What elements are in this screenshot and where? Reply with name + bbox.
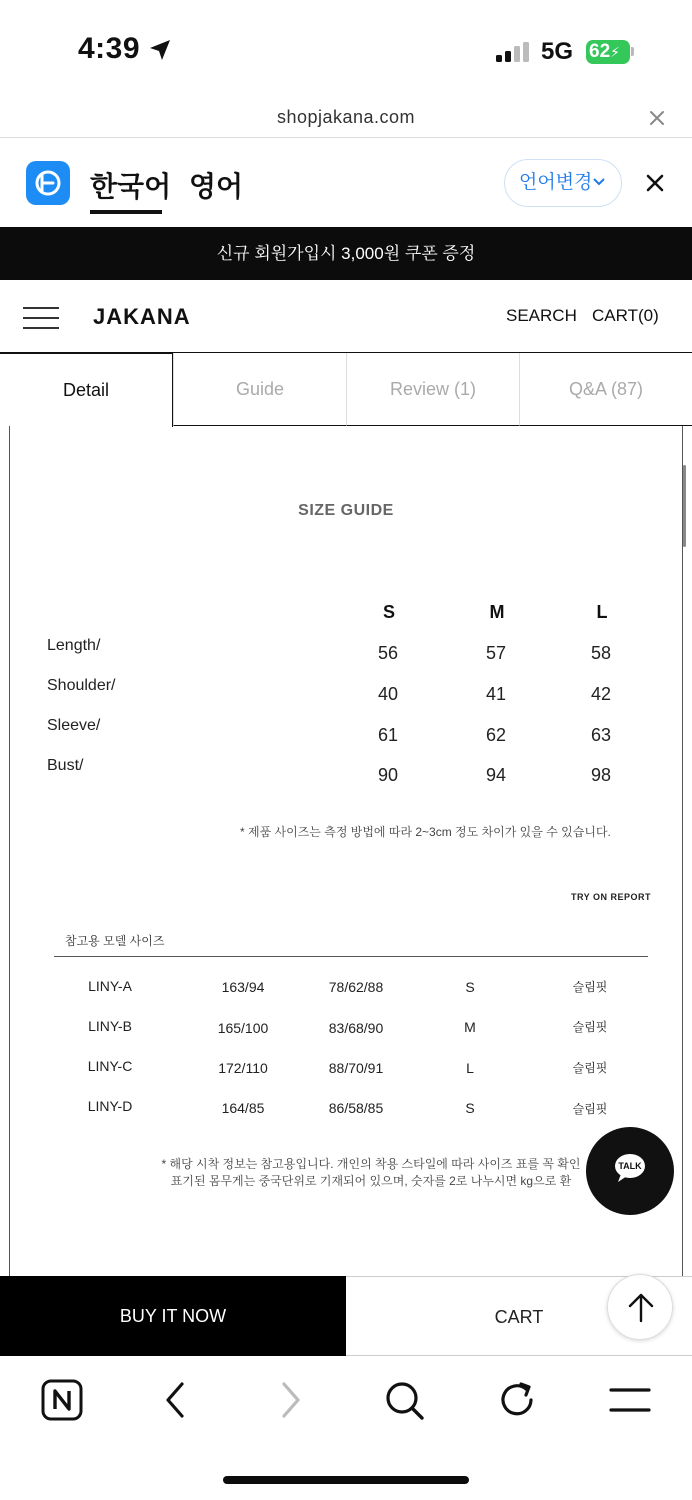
translator-logo-icon bbox=[26, 161, 70, 205]
model-height-weight: 163/94 bbox=[221, 979, 265, 995]
model-measurements: 88/70/91 bbox=[328, 1060, 384, 1076]
model-measurements: 78/62/88 bbox=[328, 979, 384, 995]
model-height-weight: 165/100 bbox=[217, 1020, 269, 1036]
search-icon[interactable] bbox=[382, 1378, 426, 1422]
browser-toolbar bbox=[0, 1356, 692, 1500]
size-value: 63 bbox=[590, 725, 612, 745]
model-measurements: 83/68/90 bbox=[328, 1020, 384, 1036]
model-name: LINY-D bbox=[87, 1098, 133, 1114]
status-bar bbox=[0, 0, 692, 100]
battery-icon: 62⚡ bbox=[586, 40, 630, 64]
model-size: L bbox=[466, 1060, 474, 1076]
size-value: 94 bbox=[485, 765, 507, 785]
size-value: 41 bbox=[485, 684, 507, 704]
size-value: 61 bbox=[377, 725, 399, 745]
close-translate-icon[interactable] bbox=[644, 172, 666, 194]
size-value: 90 bbox=[377, 765, 399, 785]
try-on-report-label: TRY ON REPORT bbox=[571, 892, 652, 902]
url-bar[interactable] bbox=[0, 100, 692, 138]
model-size-title: 참고용 모델 사이즈 bbox=[65, 934, 165, 948]
brand-logo[interactable]: JAKANA bbox=[93, 304, 191, 329]
translate-bar bbox=[0, 139, 692, 227]
model-fit: 슬림핏 bbox=[572, 1102, 608, 1116]
back-icon[interactable] bbox=[154, 1378, 198, 1422]
promo-banner[interactable]: 신규 회원가입시 3,000원 쿠폰 증정 bbox=[0, 227, 692, 280]
scrollbar[interactable] bbox=[683, 465, 686, 547]
url-text[interactable]: shopjakana.com bbox=[276, 107, 416, 127]
home-indicator bbox=[223, 1476, 469, 1484]
size-value: 56 bbox=[377, 643, 399, 663]
size-value: 40 bbox=[377, 684, 399, 704]
model-fit: 슬림핏 bbox=[572, 1020, 608, 1034]
size-row-label: Sleeve/ bbox=[47, 717, 101, 734]
size-guide-title: SIZE GUIDE bbox=[298, 502, 394, 519]
size-value: 98 bbox=[590, 765, 612, 785]
model-name: LINY-A bbox=[88, 978, 132, 994]
naver-home-icon[interactable] bbox=[40, 1378, 84, 1422]
model-size: S bbox=[465, 979, 475, 995]
forward-icon[interactable] bbox=[268, 1378, 312, 1422]
tab-guide[interactable]: Guide bbox=[173, 353, 346, 426]
model-size: S bbox=[465, 1100, 475, 1116]
chat-button[interactable] bbox=[586, 1127, 674, 1215]
add-to-cart-button[interactable]: CART bbox=[346, 1276, 692, 1356]
size-row-label: Length/ bbox=[47, 637, 101, 654]
language-tab-english[interactable]: 영어 bbox=[189, 171, 244, 202]
tab-qna[interactable]: Q&A (87) bbox=[519, 353, 692, 426]
tab-review[interactable]: Review (1) bbox=[346, 353, 519, 426]
product-tabs bbox=[0, 352, 692, 426]
divider bbox=[54, 956, 648, 957]
model-size: M bbox=[464, 1019, 476, 1035]
chevron-down-icon bbox=[592, 177, 606, 187]
size-note: * 제품 사이즈는 측정 방법에 따라 2~3cm 정도 차이가 있을 수 있습니다. bbox=[240, 825, 611, 839]
size-value: 62 bbox=[485, 725, 507, 745]
size-header-m: M bbox=[489, 602, 505, 622]
buy-now-button[interactable]: BUY IT NOW bbox=[0, 1276, 346, 1356]
model-height-weight: 164/85 bbox=[221, 1100, 265, 1116]
language-tab-korean[interactable]: 한국어 bbox=[90, 171, 172, 202]
change-language-label: 언어변경 bbox=[519, 172, 593, 193]
tab-detail[interactable]: Detail bbox=[0, 353, 173, 427]
active-language-underline bbox=[90, 210, 162, 214]
size-row-label: Bust/ bbox=[47, 757, 84, 774]
network-type: 5G bbox=[541, 38, 574, 65]
close-icon[interactable] bbox=[646, 107, 668, 129]
cart-link[interactable]: CART(0) bbox=[592, 306, 659, 325]
scroll-to-top-button[interactable] bbox=[607, 1274, 673, 1340]
size-header-s: S bbox=[382, 602, 395, 622]
model-fit: 슬림핏 bbox=[572, 980, 608, 994]
status-time: 4:39 bbox=[78, 32, 141, 65]
site-header bbox=[0, 280, 692, 352]
hamburger-menu-icon[interactable] bbox=[23, 306, 59, 330]
model-fit: 슬림핏 bbox=[572, 1061, 608, 1075]
size-value: 58 bbox=[590, 643, 612, 663]
size-header-l: L bbox=[596, 602, 608, 622]
chat-label: TALK bbox=[618, 1161, 642, 1171]
menu-icon[interactable] bbox=[608, 1378, 652, 1422]
detail-content bbox=[9, 426, 683, 1276]
try-on-note-line: 표기된 몸무게는 중국단위로 기재되어 있으며, 숫자를 2로 나누시면 kg으로 환 bbox=[170, 1174, 572, 1188]
size-row-label: Shoulder/ bbox=[47, 677, 116, 694]
model-height-weight: 172/110 bbox=[218, 1060, 268, 1076]
arrow-up-icon bbox=[608, 1275, 674, 1341]
size-value: 42 bbox=[590, 684, 612, 704]
try-on-note-line: * 해당 시착 정보는 참고용입니다. 개인의 착용 스타일에 따라 사이즈 표를 꼭 확인 bbox=[161, 1157, 581, 1171]
model-name: LINY-B bbox=[88, 1018, 132, 1034]
location-arrow-icon bbox=[148, 38, 172, 62]
refresh-icon[interactable] bbox=[495, 1378, 539, 1422]
battery-level: 62 bbox=[589, 41, 611, 62]
try-on-note bbox=[136, 1156, 606, 1190]
search-link[interactable]: SEARCH bbox=[506, 306, 577, 325]
model-measurements: 86/58/85 bbox=[328, 1100, 384, 1116]
size-value: 57 bbox=[485, 643, 507, 663]
cellular-signal-icon bbox=[496, 42, 532, 62]
battery-tip bbox=[631, 47, 634, 56]
model-name: LINY-C bbox=[87, 1058, 133, 1074]
